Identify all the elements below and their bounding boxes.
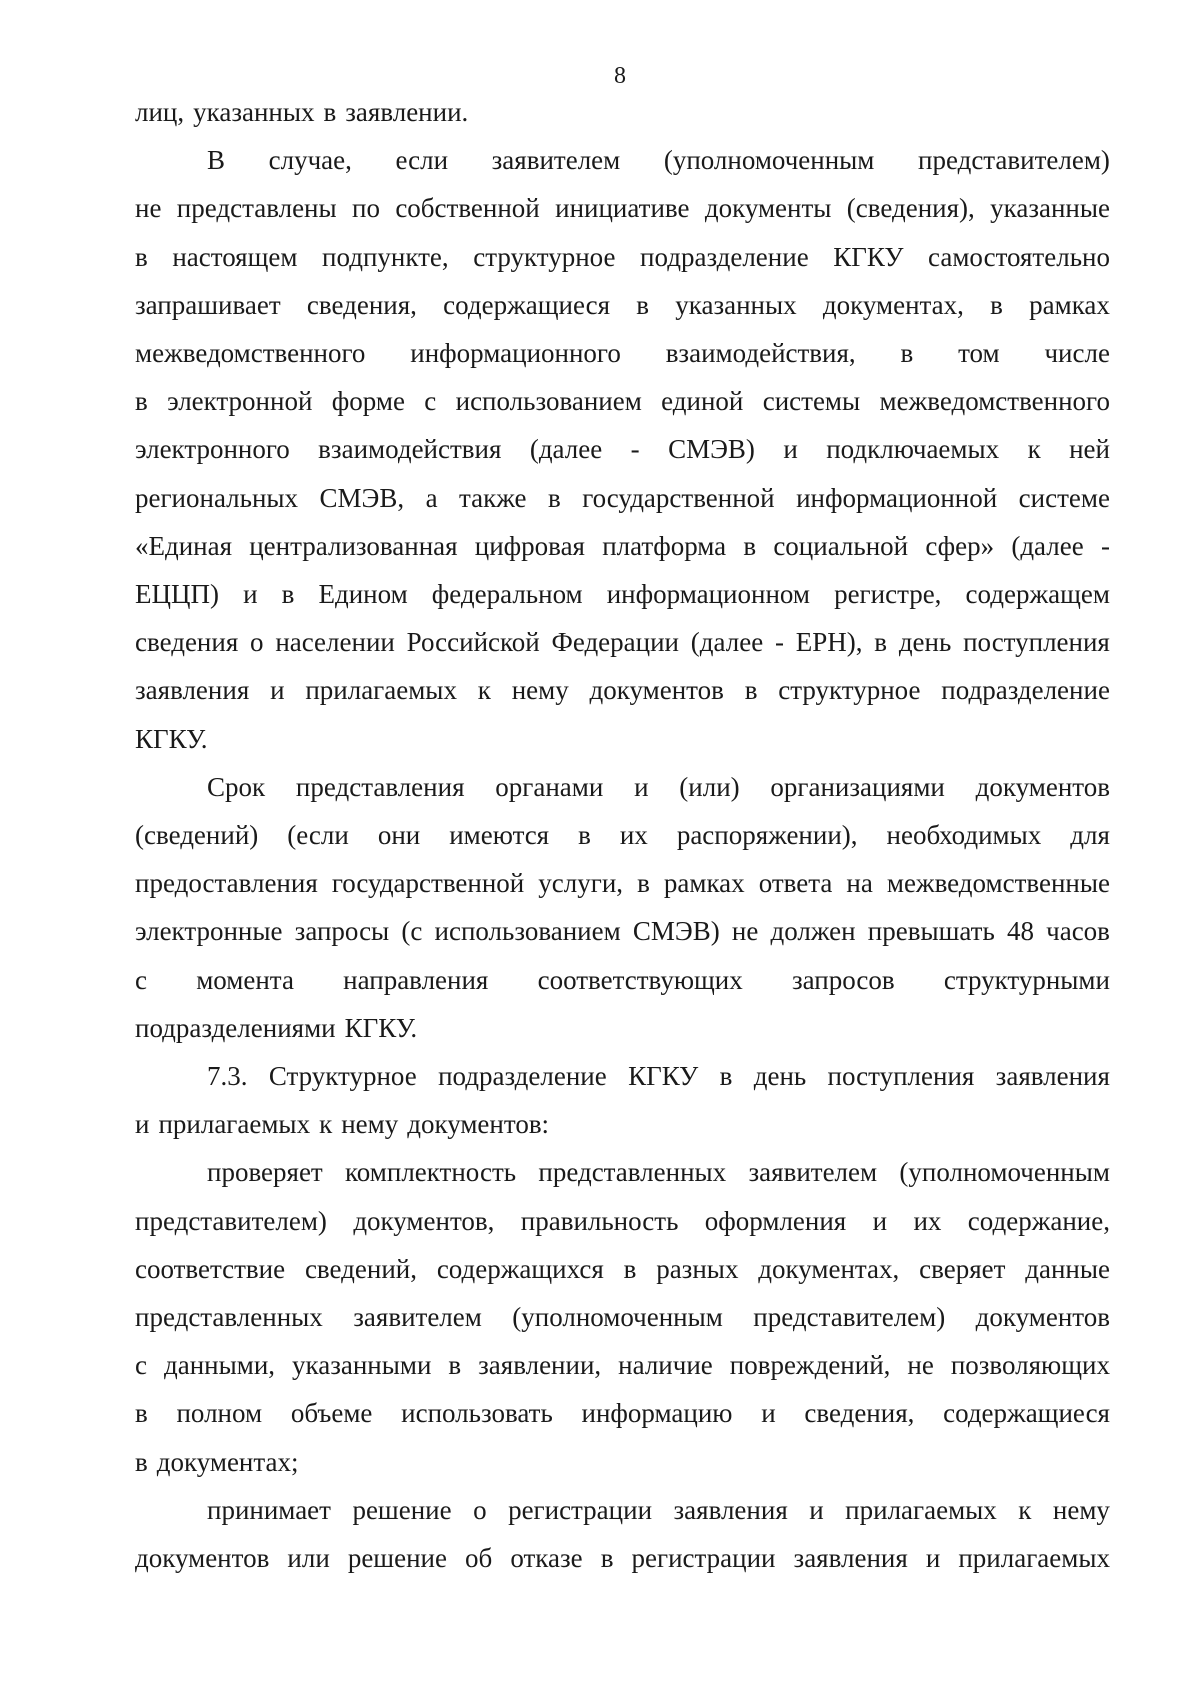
text-line: в настоящем подпункте, структурное подразделение КГКУ самостоятельно — [135, 241, 1110, 272]
text-line: «Единая централизованная цифровая платформа в социальной сфер» (далее - — [135, 530, 1110, 561]
text-line: запрашивает сведения, содержащиеся в указанных документах, в рамках — [135, 289, 1110, 320]
paragraph — [135, 136, 1110, 763]
text-line: в документах; — [135, 1446, 299, 1477]
text-line: представленных заявителем (уполномоченным представителем) документов — [135, 1302, 1110, 1333]
text-line: с момента направления соответствующих запросов структурными — [135, 964, 1110, 995]
text-line: и прилагаемых к нему документов: — [135, 1109, 550, 1140]
page-number: 8 — [614, 63, 626, 89]
text-line: подразделениями КГКУ. — [135, 1012, 418, 1043]
text-line: документов или решение об отказе в регистрации заявления и прилагаемых — [135, 1543, 1110, 1574]
text-line: электронного взаимодействия (далее - СМЭВ) и подключаемых к ней — [135, 434, 1110, 465]
text-line: в электронной форме с использованием единой системы межведомственного — [135, 386, 1110, 417]
text-line: сведения о населении Российской Федерации (далее - ЕРН), в день поступления — [135, 627, 1110, 658]
text-line: В случае, если заявителем (уполномоченным представителем) — [207, 145, 1110, 176]
text-line: в полном объеме использовать информацию и сведения, содержащиеся — [135, 1398, 1110, 1429]
text-line: ЕЦЦП) и в Едином федеральном информационном регистре, содержащем — [135, 579, 1110, 610]
text-line: электронные запросы (с использованием СМЭВ) не должен превышать 48 часов — [135, 916, 1110, 947]
text-line: региональных СМЭВ, а также в государственной информационной системе — [135, 482, 1110, 513]
text-line: КГКУ. — [135, 723, 208, 754]
paragraph — [135, 1148, 1110, 1485]
text-line: соответствие сведений, содержащихся в разных документах, сверяет данные — [135, 1253, 1110, 1284]
text-line: с данными, указанными в заявлении, наличие повреждений, не позволяющих — [135, 1350, 1110, 1381]
paragraph — [135, 1052, 1110, 1148]
text-line: межведомственного информационного взаимодействия, в том числе — [135, 338, 1110, 369]
text-line: лиц, указанных в заявлении. — [135, 97, 469, 127]
text-line: принимает решение о регистрации заявления и прилагаемых к нему — [207, 1494, 1110, 1525]
text-line: не представлены по собственной инициативе документы (сведения), указанные — [135, 193, 1110, 224]
paragraph — [135, 1486, 1110, 1582]
text-line: предоставления государственной услуги, в рамках ответа на межведомственные — [135, 868, 1110, 899]
paragraph — [135, 763, 1110, 1052]
text-line: 7.3. Структурное подразделение КГКУ в день поступления заявления — [207, 1061, 1110, 1092]
text-line: представителем) документов, правильность оформления и их содержание, — [135, 1205, 1110, 1236]
text-line: заявления и прилагаемых к нему документов в структурное подразделение — [135, 675, 1110, 706]
text-line: (сведений) (если они имеются в их распоряжении), необходимых для — [135, 820, 1110, 851]
text-line: проверяет комплектность представленных заявителем (уполномоченным — [207, 1157, 1110, 1188]
paragraph — [135, 88, 1110, 136]
text-line: Срок представления органами и (или) организациями документов — [207, 771, 1110, 802]
document-body — [135, 88, 1110, 1582]
